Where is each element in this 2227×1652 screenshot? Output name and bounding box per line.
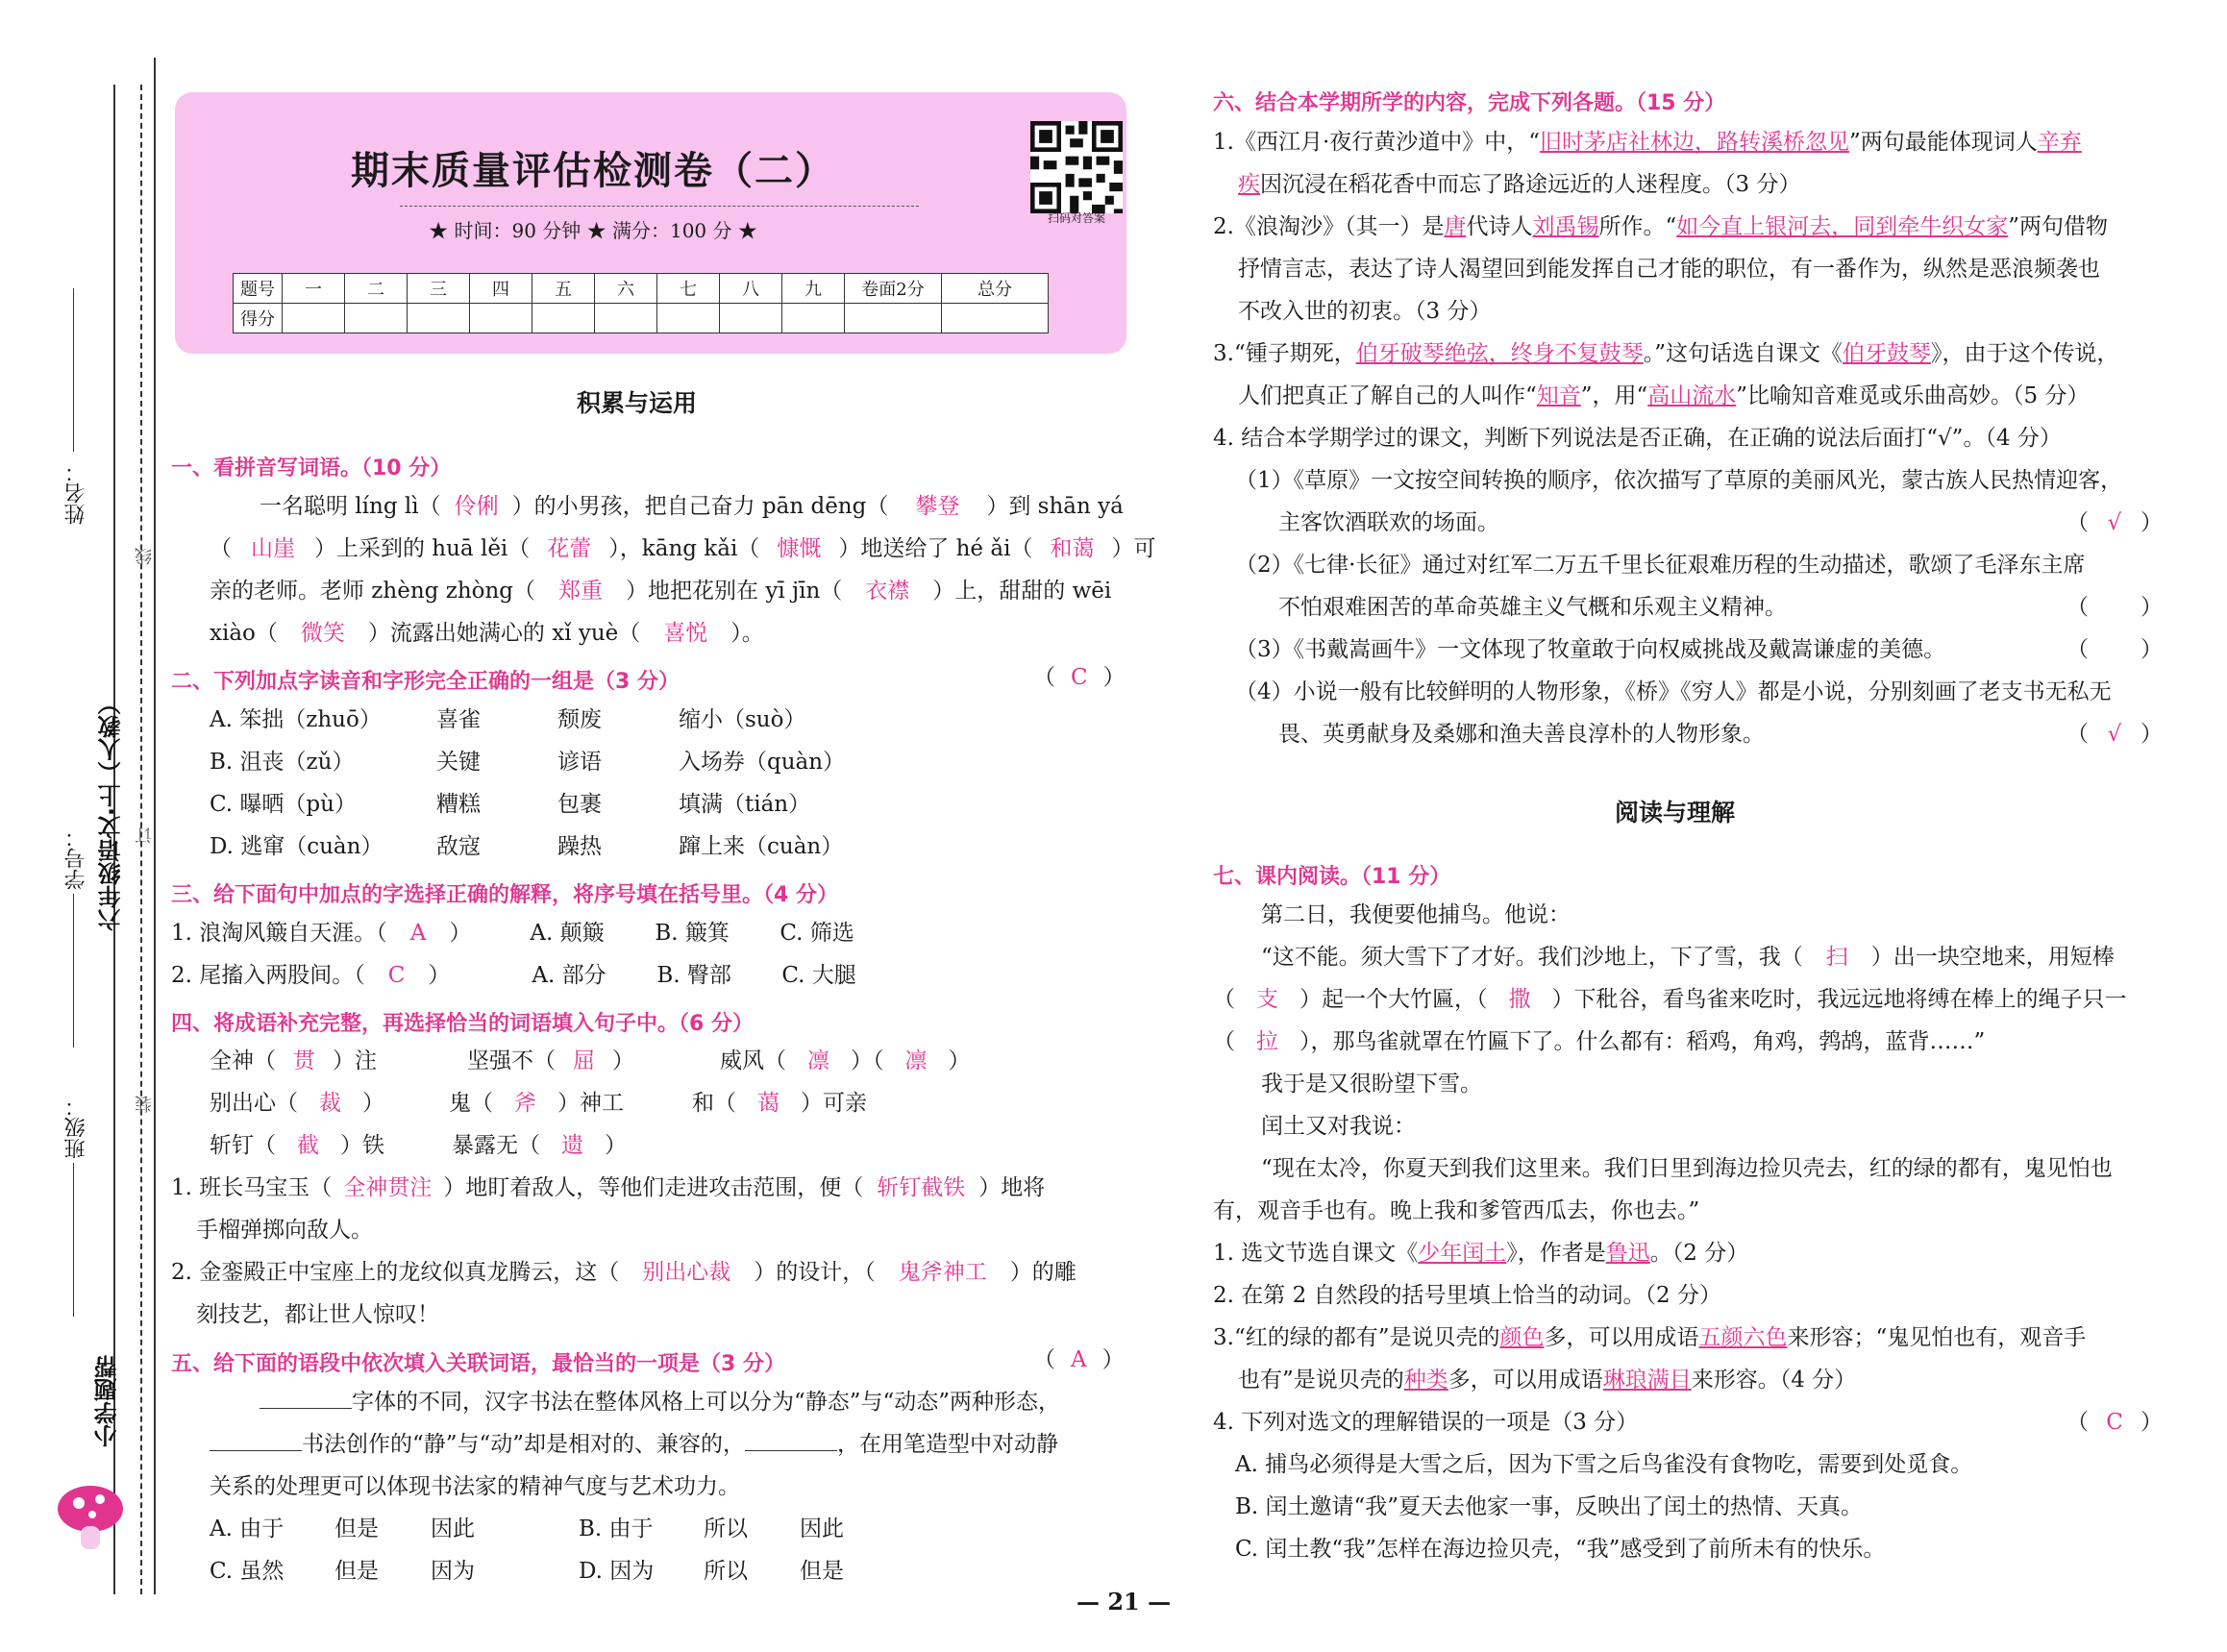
q6-judge2-answer: （ ） [2066, 595, 2163, 620]
q7-para2-cont2: （ 拉 ），那鸟雀就罩在竹匾下了。什么都有：稻鸡，角鸡，鹁鸪，蓝背……” [1213, 1029, 1986, 1054]
answer-blank[interactable] [260, 1408, 352, 1409]
q7-question4: 4. 下列对选文的理解错误的一项是（3 分） [1213, 1410, 1639, 1435]
section-title-accumulation: 积累与运用 [577, 389, 698, 417]
score-header-cell: 九 [782, 274, 845, 304]
page-number: — 21 — [1076, 1588, 1172, 1615]
q2-option-a: A. 笨拙（zhuō） 喜雀 颓废 缩小（suò） [210, 707, 806, 732]
score-cell[interactable] [720, 304, 782, 333]
exam-title: 期末质量评估检测卷（二） [351, 148, 835, 193]
q6-item3-cont: 人们把真正了解自己的人叫作“知音”，用“高山流水”比喻知音难觅或乐曲高妙。（5 分） [1238, 383, 2090, 408]
q4-idioms-row2: 别出心（ 裁 ） 鬼（ 斧 ）神工 和（ 蔼 ）可亲 [210, 1091, 867, 1116]
score-cell[interactable] [283, 304, 345, 333]
q5-head: 五、给下面的语段中依次填入关联词语，最恰当的一项是（3 分） [171, 1352, 785, 1376]
id-label: 学号： [64, 826, 88, 890]
q6-judge3: （3）《书戴嵩画牛》一文体现了牧童敢于向权威挑战及戴嵩谦虚的美德。 [1235, 637, 1946, 662]
exam-header [175, 92, 1126, 354]
q2-answer: （ C ） [1033, 665, 1126, 690]
q6-judge4: （4）小说一般有比较鲜明的人物形象，《桥》《穷人》都是小说，分别刻画了老支书无私无 [1235, 679, 2112, 704]
q5-options-ab: A. 由于 但是 因此 B. 由于 所以 因此 [210, 1516, 844, 1541]
score-header-cell: 八 [720, 274, 782, 304]
q4-head: 四、将成语补充完整，再选择恰当的词语填入句子中。（6 分） [171, 1012, 754, 1036]
q7-para4: 闰土又对我说： [1261, 1114, 1416, 1139]
section-title-reading: 阅读与理解 [1615, 799, 1736, 826]
q7-head: 七、课内阅读。（11 分） [1213, 865, 1451, 889]
title-rule [400, 206, 919, 207]
q3-item1: 1. 浪淘风簸自天涯。（ A ） A. 颠簸 B. 簸箕 C. 筛选 [171, 921, 854, 946]
q3-head: 三、给下面句中加点的字选择正确的解释，将序号填在括号里。（4 分） [171, 883, 838, 907]
q6-judge2: （2）《七律·长征》通过对红军二万五千里长征艰难历程的生动描述，歌颂了毛泽东主席 [1235, 553, 2086, 578]
cut-word-1: 线 [135, 548, 155, 565]
score-header-cell: 卷面2分 [845, 274, 942, 304]
q5-options-cd: C. 虽然 但是 因为 D. 因为 所以 但是 [210, 1559, 844, 1584]
score-cell[interactable] [782, 304, 845, 333]
q7-para2: “这不能。须大雪下了才好。我们沙地上，下了雪，我（ 扫 ）出一块空地来，用短棒 [1261, 945, 2115, 970]
q2-option-c: C. 曝晒（pù） 糟糕 包裹 填满（tián） [210, 792, 811, 817]
q6-item3: 3.“锺子期死，伯牙破琴绝弦，终身不复鼓琴。”这句话选自课文《伯牙鼓琴》，由于这个传说， [1213, 341, 2119, 366]
q7-para5-cont: 有，观音手也有。晚上我和爹管西瓜去，你也去。” [1213, 1198, 1700, 1223]
score-cell[interactable] [595, 304, 657, 333]
score-header-cell: 六 [595, 274, 657, 304]
q1-head: 一、看拼音写词语。（10 分） [171, 456, 452, 481]
q5-para-line3: 关系的处理更可以体现书法家的精神气度与艺术功力。 [210, 1474, 740, 1499]
q2-option-d: D. 逃窜（cuàn） 敌寇 躁热 蹿上来（cuàn） [210, 834, 844, 859]
score-cell[interactable] [470, 304, 532, 333]
answer-blank[interactable] [745, 1450, 837, 1451]
q6-item4: 4. 结合本学期学过的课文，判断下列说法是否正确，在正确的说法后面打“√”。（4 分） [1213, 426, 2062, 451]
qr-caption: 扫码对答案 [1047, 211, 1105, 225]
score-cell[interactable] [845, 304, 942, 333]
q1-line1: 一名聪明 líng lì（ 伶俐 ）的小男孩，把自己奋力 pān dēng（ 攀登 ）到 shān yá [260, 494, 1124, 519]
score-header-cell: 题号 [234, 274, 283, 304]
class-fill-line [73, 1163, 74, 1317]
score-cell[interactable] [408, 304, 470, 333]
exam-subtitle: ★ 时间：90 分钟 ★ 满分：100 分 ★ [429, 219, 757, 242]
q5-answer: （ A ） [1033, 1347, 1125, 1372]
q7-question3-cont: 也有”是说贝壳的种类多，可以用成语琳琅满目来形容。（4 分） [1238, 1368, 1857, 1393]
q6-item1: 1.《西江月·夜行黄沙道中》中，“旧时茅店社林边，路转溪桥忽见”两句最能体现词人辛弃 [1213, 130, 2082, 155]
q7-question4-answer: （ C ） [2066, 1410, 2163, 1435]
qr-code-icon [1030, 121, 1123, 213]
q4-sentence2: 2. 金銮殿正中宝座上的龙纹似真龙腾云，这（ 别出心裁 ）的设计，（ 鬼斧神工 ）的雕 [171, 1260, 1076, 1285]
score-cell[interactable] [532, 304, 595, 333]
q6-item1-cont: 疾因沉浸在稻花香中而忘了路途远近的人迷程度。（3 分） [1238, 172, 1801, 197]
q3-item2: 2. 尾搐入两股间。（ C ） A. 部分 B. 臀部 C. 大腿 [171, 963, 856, 988]
q6-judge4-answer: （ √ ） [2066, 722, 2163, 747]
score-header-cell: 总分 [942, 274, 1049, 304]
q4-sentence1: 1. 班长马宝玉（ 全神贯注 ）地盯着敌人，等他们走进攻击范围，便（ 斩钉截铁 ）地将 [171, 1175, 1046, 1200]
q6-judge1: （1）《草原》一文按空间转换的顺序，依次描写了草原的美丽风光，蒙古族人民热情迎客， [1235, 468, 2123, 493]
q2-head: 二、下列加点字读音和字形完全正确的一组是（3 分） [171, 670, 680, 694]
score-header-cell: 二 [345, 274, 408, 304]
q7-q4-option-b: B. 闰土邀请“我”夏天去他家一事，反映出了闰土的热情、天真。 [1235, 1494, 1864, 1519]
q6-judge2-cont: 不怕艰难困苦的革命英雄主义气概和乐观主义精神。 [1278, 595, 1787, 620]
q2-option-b: B. 沮丧（zǔ） 关键 谚语 入场券（quàn） [210, 750, 846, 775]
q1-line2: （ 山崖 ）上采到的 huā lěi（ 花蕾 ），kāng kǎi（ 慷慨 ）地送给了 hé ǎi（ 和蔼 ）可 [210, 536, 1156, 561]
answer-blank[interactable] [210, 1450, 302, 1451]
brand-label: 小学题帮 [94, 1355, 121, 1447]
q6-item2-cont2: 不改入世的初衷。（3 分） [1238, 299, 1492, 324]
mushroom-logo-icon [52, 1480, 129, 1557]
q5-para-line2: 书法创作的“静”与“动”却是相对的、兼容的， ，在用笔造型中对动静 [210, 1423, 1058, 1466]
score-header-row [234, 274, 1049, 304]
score-cell[interactable] [942, 304, 1049, 333]
id-fill-line [73, 894, 74, 1048]
q6-head: 六、结合本学期所学的内容，完成下列各题。（15 分） [1213, 91, 1726, 115]
score-table [233, 273, 1049, 333]
score-header-cell: 五 [532, 274, 595, 304]
score-header-cell: 三 [408, 274, 470, 304]
score-input-row [234, 304, 1049, 333]
q4-sentence2-cont: 刻技艺，都让世人惊叹！ [196, 1302, 439, 1327]
score-header-cell: 七 [657, 274, 720, 304]
class-label: 班级： [64, 1096, 88, 1159]
q6-judge1-cont: 主客饮酒联欢的场面。 [1278, 510, 1499, 535]
q4-idioms-row3: 斩钉（ 截 ）铁 暴露无（ 遗 ） [210, 1133, 627, 1158]
score-row-label: 得分 [234, 304, 283, 333]
q7-q4-option-c: C. 闰土教“我”怎样在海边捡贝壳，“我”感受到了前所未有的快乐。 [1235, 1537, 1886, 1562]
q7-question2: 2. 在第 2 自然段的括号里填上恰当的动词。（2 分） [1213, 1283, 1721, 1308]
q1-line4: xiào（ 微笑 ）流露出她满心的 xǐ yuè（ 喜悦 ）。 [210, 621, 764, 646]
score-header-cell: 一 [283, 274, 345, 304]
score-header-cell: 四 [470, 274, 532, 304]
q6-judge4-cont: 畏、英勇献身及桑娜和渔夫善良淳朴的人物形象。 [1278, 722, 1765, 747]
score-cell[interactable] [657, 304, 720, 333]
q7-question3: 3.“红的绿的都有”是说贝壳的颜色多，可以用成语五颜六色来形容；“鬼见怕也有，观音手 [1213, 1325, 2087, 1350]
q6-item2-cont1: 抒情言志，表达了诗人渴望回到能发挥自己才能的职位，有一番作为，纵然是恶浪频袭也 [1238, 257, 2100, 282]
q6-judge1-answer: （ √ ） [2066, 510, 2163, 535]
cut-word-3: 装 [135, 1096, 155, 1113]
q7-q4-option-a: A. 捕鸟必须得是大雪之后，因为下雪之后鸟雀没有食物吃，需要到处觅食。 [1235, 1452, 1973, 1477]
name-fill-line [73, 288, 74, 452]
q7-para3: 我于是又很盼望下雪。 [1261, 1072, 1482, 1097]
q7-para1: 第二日，我便要他捕鸟。他说： [1261, 902, 1571, 927]
name-label: 姓名： [64, 461, 88, 525]
cut-word-2: 订 [135, 826, 155, 844]
q6-item2: 2.《浪淘沙》（其一）是唐代诗人刘禹锡所作。“如今直上银河去，同到牵牛织女家”两句借物 [1213, 214, 2108, 239]
q1-line3: 亲的老师。老师 zhèng zhòng（ 郑重 ）地把花别在 yī jīn（ 衣襟 ）上，甜甜的 wēi [210, 579, 1112, 604]
q4-sentence1-cont: 手榴弹掷向敌人。 [196, 1218, 373, 1243]
q5-para-line1: 字体的不同，汉字书法在整体风格上可以分为“静态”与“动态”两种形态， [260, 1381, 1060, 1423]
q4-idioms-row1: 全神（ 贯 ）注 坚强不（ 屈 ） 威风（ 凛 ）（ 凛 ） [210, 1048, 971, 1073]
grade-label: 六年级语文·上（人教） [98, 692, 125, 932]
q7-para2-cont1: （ 支 ）起一个大竹匾，（ 撒 ）下秕谷，看鸟雀来吃时，我远远地将缚在棒上的绳子只一 [1213, 987, 2127, 1012]
q6-judge3-answer: （ ） [2066, 637, 2163, 662]
score-cell[interactable] [345, 304, 408, 333]
q7-question1: 1. 选文节选自课文《少年闰土》，作者是鲁迅。（2 分） [1213, 1241, 1749, 1266]
q7-para5: “现在太冷，你夏天到我们这里来。我们日里到海边捡贝壳去，红的绿的都有，鬼见怕也 [1261, 1156, 2113, 1181]
